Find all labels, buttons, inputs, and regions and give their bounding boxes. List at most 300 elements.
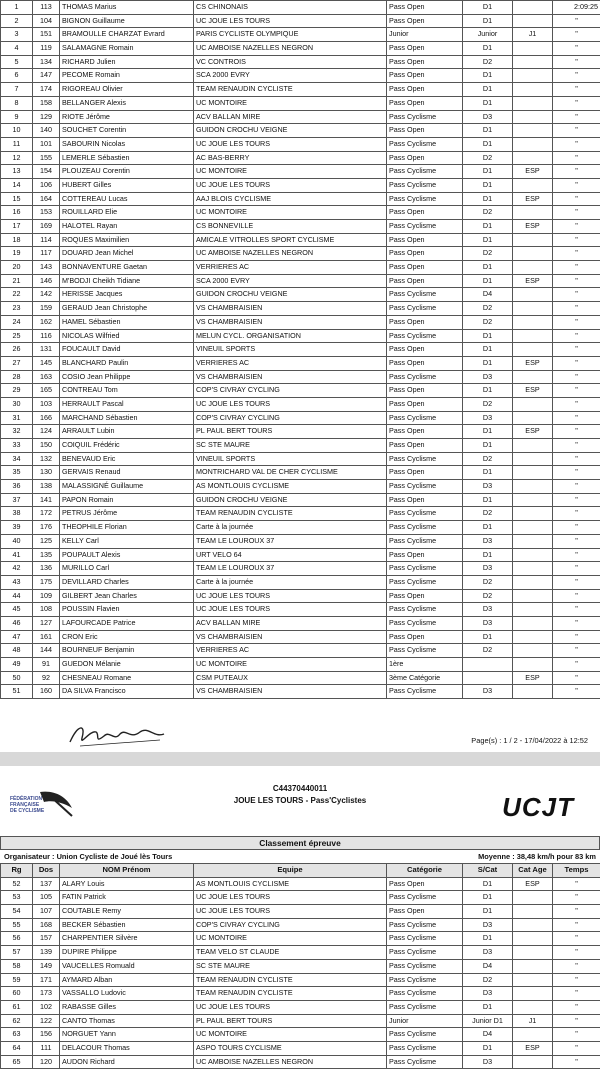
results-page-2: [0, 766, 600, 1078]
header-dos: Dos: [33, 864, 60, 878]
table-row: [1, 69, 600, 83]
cell-temps: ": [553, 124, 600, 138]
cell-dossard: 160: [33, 685, 60, 699]
table-row: [1, 397, 600, 411]
cell-cat-age: [513, 959, 553, 973]
cell-temps: ": [553, 534, 600, 548]
cell-equipe: UC MONTOIRE: [194, 96, 387, 110]
cell-temps: ": [553, 192, 600, 206]
cell-equipe: Carte à la journée: [194, 575, 387, 589]
cell-cat-age: [513, 1000, 553, 1014]
cell-categorie: 3ème Catégorie: [387, 671, 463, 685]
cell-sous-categorie: D1: [463, 69, 513, 83]
cell-rang: 41: [1, 548, 33, 562]
cell-dossard: 106: [33, 178, 60, 192]
cell-sous-categorie: D2: [463, 397, 513, 411]
cell-temps: ": [553, 493, 600, 507]
cell-nom-prenom: KELLY Carl: [60, 534, 194, 548]
table-row: [1, 685, 600, 699]
cell-rang: 45: [1, 603, 33, 617]
cell-dossard: 147: [33, 69, 60, 83]
cell-equipe: TEAM VELO ST CLAUDE: [194, 946, 387, 960]
cell-nom-prenom: M'BODJI Cheikh Tidiane: [60, 274, 194, 288]
cell-temps: ": [553, 28, 600, 42]
cell-cat-age: [513, 562, 553, 576]
cell-temps: ": [553, 411, 600, 425]
cell-rang: 19: [1, 247, 33, 261]
cell-cat-age: [513, 644, 553, 658]
cell-nom-prenom: FOUCAULT David: [60, 343, 194, 357]
cell-rang: 16: [1, 206, 33, 220]
table-row: [1, 521, 600, 535]
cell-temps: ": [553, 946, 600, 960]
cell-cat-age: [513, 1055, 553, 1069]
cell-rang: 65: [1, 1055, 33, 1069]
cell-temps: ": [553, 137, 600, 151]
cell-temps: ": [553, 1055, 600, 1069]
cell-rang: 57: [1, 946, 33, 960]
cell-sous-categorie: D1: [463, 356, 513, 370]
cell-categorie: Pass Cyclisme: [387, 1041, 463, 1055]
cell-sous-categorie: D1: [463, 877, 513, 891]
cell-sous-categorie: D3: [463, 110, 513, 124]
cell-cat-age: [513, 110, 553, 124]
cell-equipe: GUIDON CROCHU VEIGNE: [194, 288, 387, 302]
cell-categorie: Pass Open: [387, 274, 463, 288]
cell-temps: ": [553, 439, 600, 453]
cell-equipe: AS MONTLOUIS CYCLISME: [194, 877, 387, 891]
cell-temps: ": [553, 247, 600, 261]
cell-rang: 38: [1, 507, 33, 521]
cell-temps: ": [553, 96, 600, 110]
cell-nom-prenom: PAPON Romain: [60, 493, 194, 507]
cell-cat-age: [513, 178, 553, 192]
cell-nom-prenom: CRON Eric: [60, 630, 194, 644]
cell-cat-age: [513, 83, 553, 97]
cell-nom-prenom: DUPIRE Philippe: [60, 946, 194, 960]
cell-sous-categorie: D3: [463, 562, 513, 576]
cell-categorie: Pass Cyclisme: [387, 932, 463, 946]
cell-dossard: 117: [33, 247, 60, 261]
table-row: [1, 658, 600, 672]
table-row: [1, 206, 600, 220]
cell-categorie: Pass Open: [387, 233, 463, 247]
cell-categorie: Pass Open: [387, 589, 463, 603]
cell-categorie: Pass Cyclisme: [387, 959, 463, 973]
cell-categorie: Pass Cyclisme: [387, 480, 463, 494]
cell-nom-prenom: ALARY Louis: [60, 877, 194, 891]
cell-equipe: UC JOUE LES TOURS: [194, 603, 387, 617]
cell-nom-prenom: MURILLO Carl: [60, 562, 194, 576]
cell-equipe: UC JOUE LES TOURS: [194, 14, 387, 28]
cell-categorie: Pass Cyclisme: [387, 891, 463, 905]
cell-dossard: 137: [33, 877, 60, 891]
results-table-body-page-1: [1, 1, 600, 699]
cell-nom-prenom: BRAMOULLE CHARZAT Evrard: [60, 28, 194, 42]
table-row: [1, 562, 600, 576]
cell-rang: 35: [1, 466, 33, 480]
cell-dossard: 143: [33, 261, 60, 275]
cell-sous-categorie: D2: [463, 206, 513, 220]
cell-categorie: Pass Cyclisme: [387, 987, 463, 1001]
cell-cat-age: [513, 55, 553, 69]
cell-temps: 2:09:25: [553, 1, 600, 15]
cell-sous-categorie: D1: [463, 96, 513, 110]
cell-categorie: Junior: [387, 1014, 463, 1028]
cell-temps: ": [553, 521, 600, 535]
cell-dossard: 146: [33, 274, 60, 288]
cell-dossard: 172: [33, 507, 60, 521]
table-row: [1, 1055, 600, 1069]
cell-equipe: VERRIERES AC: [194, 261, 387, 275]
cell-cat-age: [513, 973, 553, 987]
cell-temps: ": [553, 932, 600, 946]
cell-cat-age: [513, 905, 553, 919]
table-row: [1, 891, 600, 905]
table-row: [1, 548, 600, 562]
cell-dossard: 141: [33, 493, 60, 507]
cell-nom-prenom: HUBERT Gilles: [60, 178, 194, 192]
cell-nom-prenom: BIGNON Guillaume: [60, 14, 194, 28]
cell-categorie: Pass Cyclisme: [387, 1000, 463, 1014]
cell-cat-age: [513, 329, 553, 343]
cell-equipe: VS CHAMBRAISIEN: [194, 315, 387, 329]
cell-temps: ": [553, 973, 600, 987]
cell-rang: 47: [1, 630, 33, 644]
cell-equipe: COP'S CIVRAY CYCLING: [194, 411, 387, 425]
cell-cat-age: ESP: [513, 384, 553, 398]
cell-equipe: COP'S CIVRAY CYCLING: [194, 918, 387, 932]
cell-sous-categorie: D1: [463, 466, 513, 480]
table-row: [1, 616, 600, 630]
cell-rang: 43: [1, 575, 33, 589]
cell-equipe: VS CHAMBRAISIEN: [194, 630, 387, 644]
cell-nom-prenom: ROUILLARD Elie: [60, 206, 194, 220]
cell-sous-categorie: D1: [463, 905, 513, 919]
table-row: [1, 96, 600, 110]
cell-dossard: 138: [33, 480, 60, 494]
cell-temps: ": [553, 603, 600, 617]
cell-categorie: Pass Cyclisme: [387, 644, 463, 658]
cell-rang: 30: [1, 397, 33, 411]
cell-sous-categorie: D3: [463, 534, 513, 548]
cell-temps: ": [553, 575, 600, 589]
table-row: [1, 932, 600, 946]
cell-equipe: VINEUIL SPORTS: [194, 343, 387, 357]
cell-dossard: 107: [33, 905, 60, 919]
cell-dossard: 165: [33, 384, 60, 398]
cell-categorie: Pass Cyclisme: [387, 973, 463, 987]
organisateur: Organisateur : Union Cycliste de Joué lès Tours: [4, 852, 173, 861]
cell-dossard: 109: [33, 589, 60, 603]
cell-nom-prenom: COUTABLE Remy: [60, 905, 194, 919]
cell-dossard: 166: [33, 411, 60, 425]
cell-rang: 56: [1, 932, 33, 946]
cell-cat-age: [513, 14, 553, 28]
cell-cat-age: ESP: [513, 220, 553, 234]
cell-nom-prenom: THEOPHILE Florian: [60, 521, 194, 535]
cell-categorie: Pass Open: [387, 630, 463, 644]
federation-text-line: FÉDÉRATION: [10, 796, 43, 802]
cell-rang: 22: [1, 288, 33, 302]
cell-rang: 5: [1, 55, 33, 69]
cell-temps: ": [553, 507, 600, 521]
cell-temps: ": [553, 397, 600, 411]
cell-sous-categorie: D1: [463, 493, 513, 507]
cell-categorie: Pass Cyclisme: [387, 603, 463, 617]
cell-rang: 34: [1, 452, 33, 466]
cell-rang: 13: [1, 165, 33, 179]
cell-cat-age: [513, 411, 553, 425]
cell-categorie: Pass Open: [387, 14, 463, 28]
table-row: [1, 302, 600, 316]
cell-temps: ": [553, 891, 600, 905]
cell-rang: 4: [1, 42, 33, 56]
cell-cat-age: [513, 233, 553, 247]
table-row: [1, 905, 600, 919]
cell-categorie: Pass Open: [387, 124, 463, 138]
cell-rang: 23: [1, 302, 33, 316]
cell-dossard: 131: [33, 343, 60, 357]
cell-dossard: 164: [33, 192, 60, 206]
cell-sous-categorie: D1: [463, 178, 513, 192]
cell-temps: ": [553, 425, 600, 439]
cell-sous-categorie: D1: [463, 439, 513, 453]
table-row: [1, 220, 600, 234]
cell-dossard: 173: [33, 987, 60, 1001]
cell-categorie: Pass Cyclisme: [387, 178, 463, 192]
cell-rang: 33: [1, 439, 33, 453]
cell-dossard: 168: [33, 918, 60, 932]
table-row: [1, 507, 600, 521]
cell-equipe: CS CHINONAIS: [194, 1, 387, 15]
cell-equipe: VS CHAMBRAISIEN: [194, 685, 387, 699]
cell-cat-age: [513, 302, 553, 316]
cell-cat-age: [513, 658, 553, 672]
cell-categorie: Pass Open: [387, 69, 463, 83]
cell-dossard: 132: [33, 452, 60, 466]
cell-equipe: TEAM LE LOUROUX 37: [194, 562, 387, 576]
cell-equipe: GUIDON CROCHU VEIGNE: [194, 493, 387, 507]
cell-temps: ": [553, 685, 600, 699]
table-row: [1, 384, 600, 398]
cell-sous-categorie: Junior: [463, 28, 513, 42]
cell-dossard: 134: [33, 55, 60, 69]
table-row: [1, 151, 600, 165]
table-row: [1, 329, 600, 343]
cell-dossard: 161: [33, 630, 60, 644]
cell-equipe: CS BONNEVILLE: [194, 220, 387, 234]
cell-temps: ": [553, 658, 600, 672]
cell-dossard: 113: [33, 1, 60, 15]
cell-cat-age: ESP: [513, 165, 553, 179]
cell-nom-prenom: BELLANGER Alexis: [60, 96, 194, 110]
cell-temps: ": [553, 562, 600, 576]
cell-cat-age: J1: [513, 1014, 553, 1028]
header-temps: Temps: [553, 864, 600, 878]
cell-categorie: Pass Open: [387, 247, 463, 261]
cell-equipe: URT VELO 64: [194, 548, 387, 562]
cell-equipe: VERRIERES AC: [194, 644, 387, 658]
table-row: [1, 959, 600, 973]
cell-cat-age: ESP: [513, 192, 553, 206]
cell-dossard: 156: [33, 1028, 60, 1042]
cell-temps: ": [553, 233, 600, 247]
cell-equipe: AS MONTLOUIS CYCLISME: [194, 480, 387, 494]
cell-sous-categorie: D1: [463, 630, 513, 644]
cell-cat-age: [513, 370, 553, 384]
cell-temps: ": [553, 1041, 600, 1055]
cell-rang: 9: [1, 110, 33, 124]
cell-equipe: AMICALE VITROLLES SPORT CYCLISME: [194, 233, 387, 247]
cell-temps: ": [553, 329, 600, 343]
header-equipe: Equipe: [194, 864, 387, 878]
cell-dossard: 111: [33, 1041, 60, 1055]
cell-sous-categorie: D1: [463, 521, 513, 535]
cell-equipe: UC JOUE LES TOURS: [194, 891, 387, 905]
cell-nom-prenom: GERVAIS Renaud: [60, 466, 194, 480]
cell-sous-categorie: D2: [463, 575, 513, 589]
cell-dossard: 124: [33, 425, 60, 439]
cell-dossard: 108: [33, 603, 60, 617]
table-row: [1, 425, 600, 439]
cell-nom-prenom: DELACOUR Thomas: [60, 1041, 194, 1055]
cell-sous-categorie: D4: [463, 1028, 513, 1042]
cell-nom-prenom: PECOME Romain: [60, 69, 194, 83]
cell-cat-age: ESP: [513, 671, 553, 685]
cell-sous-categorie: D1: [463, 14, 513, 28]
cell-nom-prenom: HALOTEL Rayan: [60, 220, 194, 234]
cell-dossard: 127: [33, 616, 60, 630]
cell-nom-prenom: PETRUS Jérôme: [60, 507, 194, 521]
cell-categorie: Pass Cyclisme: [387, 1028, 463, 1042]
cell-categorie: Pass Cyclisme: [387, 110, 463, 124]
table-row: [1, 575, 600, 589]
cell-rang: 32: [1, 425, 33, 439]
cell-temps: ": [553, 1014, 600, 1028]
cell-temps: ": [553, 261, 600, 275]
organisateur-row: [0, 850, 600, 863]
cell-cat-age: [513, 206, 553, 220]
table-row: [1, 178, 600, 192]
cell-nom-prenom: DEVILLARD Charles: [60, 575, 194, 589]
cell-nom-prenom: HERRAULT Pascal: [60, 397, 194, 411]
cell-nom-prenom: BLANCHARD Paulin: [60, 356, 194, 370]
cell-equipe: TEAM RENAUDIN CYCLISTE: [194, 987, 387, 1001]
cell-nom-prenom: POUSSIN Flavien: [60, 603, 194, 617]
cell-sous-categorie: D1: [463, 891, 513, 905]
cell-cat-age: [513, 247, 553, 261]
cell-sous-categorie: D1: [463, 329, 513, 343]
cell-temps: ": [553, 343, 600, 357]
cell-temps: ": [553, 55, 600, 69]
table-row: [1, 630, 600, 644]
cell-rang: 39: [1, 521, 33, 535]
cell-equipe: TEAM RENAUDIN CYCLISTE: [194, 973, 387, 987]
table-row: [1, 165, 600, 179]
cell-temps: ": [553, 452, 600, 466]
cell-dossard: 162: [33, 315, 60, 329]
cell-dossard: 116: [33, 329, 60, 343]
cell-sous-categorie: Junior D1: [463, 1014, 513, 1028]
header-nom: NOM Prénom: [60, 864, 194, 878]
cell-nom-prenom: DA SILVA Francisco: [60, 685, 194, 699]
cell-sous-categorie: D1: [463, 425, 513, 439]
cell-sous-categorie: D2: [463, 589, 513, 603]
table-row: [1, 124, 600, 138]
cell-categorie: Pass Open: [387, 42, 463, 56]
club-logo: UCJT: [502, 792, 574, 822]
cell-nom-prenom: ARRAULT Lubin: [60, 425, 194, 439]
cell-sous-categorie: D2: [463, 315, 513, 329]
cell-categorie: Pass Open: [387, 466, 463, 480]
cell-cat-age: [513, 1, 553, 15]
cell-equipe: PL PAUL BERT TOURS: [194, 1014, 387, 1028]
cell-cat-age: [513, 987, 553, 1001]
cell-temps: ": [553, 110, 600, 124]
table-row: [1, 315, 600, 329]
cell-nom-prenom: BECKER Sébastien: [60, 918, 194, 932]
cell-temps: ": [553, 288, 600, 302]
cell-cat-age: [513, 575, 553, 589]
cell-sous-categorie: D1: [463, 124, 513, 138]
cell-sous-categorie: D2: [463, 644, 513, 658]
cell-dossard: 130: [33, 466, 60, 480]
cell-rang: 48: [1, 644, 33, 658]
cell-rang: 1: [1, 1, 33, 15]
cell-dossard: 114: [33, 233, 60, 247]
cell-temps: ": [553, 480, 600, 494]
cell-cat-age: [513, 452, 553, 466]
cell-cat-age: [513, 288, 553, 302]
cell-rang: 2: [1, 14, 33, 28]
cell-sous-categorie: D1: [463, 137, 513, 151]
cell-dossard: 175: [33, 575, 60, 589]
cell-temps: ": [553, 1000, 600, 1014]
cell-nom-prenom: MALASSIGNÉ Guillaume: [60, 480, 194, 494]
cell-sous-categorie: D1: [463, 1000, 513, 1014]
cell-equipe: VS CHAMBRAISIEN: [194, 302, 387, 316]
cell-temps: ": [553, 671, 600, 685]
cell-categorie: Pass Cyclisme: [387, 302, 463, 316]
cell-nom-prenom: LAFOURCADE Patrice: [60, 616, 194, 630]
cell-rang: 24: [1, 315, 33, 329]
cell-nom-prenom: NORGUET Yann: [60, 1028, 194, 1042]
cell-rang: 61: [1, 1000, 33, 1014]
cell-categorie: Pass Open: [387, 83, 463, 97]
table-row: [1, 439, 600, 453]
cell-categorie: Pass Open: [387, 548, 463, 562]
cell-sous-categorie: D2: [463, 507, 513, 521]
cell-temps: ": [553, 206, 600, 220]
table-row: [1, 466, 600, 480]
cell-cat-age: ESP: [513, 1041, 553, 1055]
cell-equipe: UC JOUE LES TOURS: [194, 397, 387, 411]
cell-dossard: 169: [33, 220, 60, 234]
cell-cat-age: [513, 151, 553, 165]
cell-equipe: TEAM LE LOUROUX 37: [194, 534, 387, 548]
cell-temps: ": [553, 905, 600, 919]
cell-categorie: Pass Open: [387, 425, 463, 439]
cell-equipe: Carte à la journée: [194, 521, 387, 535]
cell-equipe: PL PAUL BERT TOURS: [194, 425, 387, 439]
cell-sous-categorie: D3: [463, 946, 513, 960]
cell-nom-prenom: AUDON Richard: [60, 1055, 194, 1069]
cell-equipe: ACV BALLAN MIRE: [194, 110, 387, 124]
table-header-row: [1, 864, 600, 878]
cell-equipe: UC JOUE LES TOURS: [194, 589, 387, 603]
cell-rang: 46: [1, 616, 33, 630]
